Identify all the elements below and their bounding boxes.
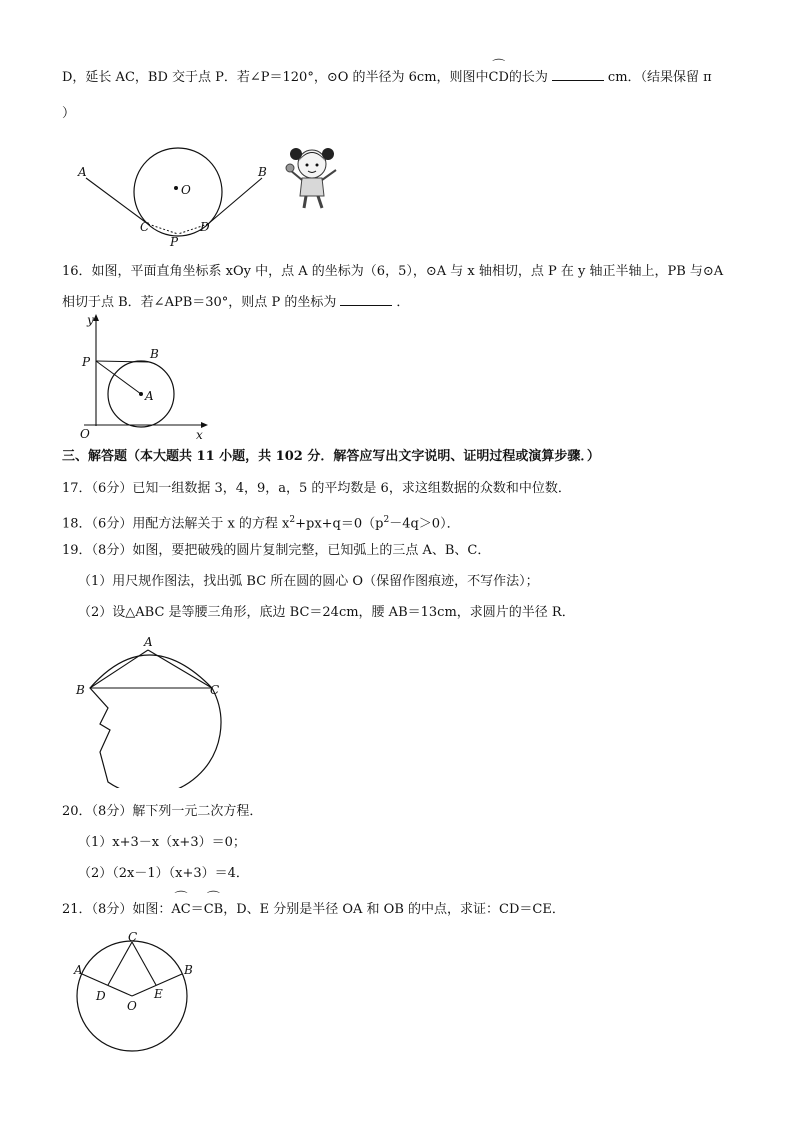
label-a: A bbox=[78, 165, 87, 179]
label-a: A bbox=[144, 635, 153, 649]
label-o: O bbox=[181, 183, 191, 197]
q16-line2: 相切于点 B．若∠APB＝30°，则点 P 的坐标为 ． bbox=[62, 295, 410, 310]
label-o: O bbox=[127, 999, 137, 1013]
label-b: B bbox=[76, 683, 85, 697]
q15-line1: D，延长 AC，BD 交于点 P．若∠P＝120°，⊙O 的半径为 6cm，则图中⌒ CD的长为 cm．（结果保留 π bbox=[62, 68, 712, 88]
label-c: C bbox=[210, 683, 220, 697]
label-p: P bbox=[82, 355, 91, 369]
q16-answer-blank[interactable] bbox=[340, 293, 392, 306]
label-c: C bbox=[128, 930, 138, 944]
arc-cd-label: ⌒ CD bbox=[489, 68, 509, 88]
q20-stem: 20．（8分）解下列一元二次方程． bbox=[62, 804, 263, 819]
q16-line1: 16．如图，平面直角坐标系 xOy 中，点 A 的坐标为（6，5），⊙A 与 x 轴相切，点 P 在 y 轴正半轴上，PB 与⊙A bbox=[62, 264, 724, 279]
cartoon-girl-illustration bbox=[284, 140, 344, 212]
label-a: A bbox=[74, 963, 83, 977]
q19-part2: （2）设△ABC 是等腰三角形，底边 BC＝24cm，腰 AB＝13cm，求圆片的半径 R． bbox=[78, 605, 575, 620]
arc-cb-label: ⌒ CB bbox=[204, 900, 224, 920]
q20-part1: （1）x+3－x（x+3）＝0； bbox=[78, 835, 246, 850]
q20-part2: （2）（2x－1）（x+3）＝4． bbox=[78, 866, 249, 881]
axis-y-label: y bbox=[87, 314, 94, 327]
origin-label: O bbox=[80, 427, 90, 440]
q19-stem: 19．（8分）如图，要把破残的圆片复制完整，已知弧上的三点 A、B、C． bbox=[62, 543, 491, 558]
label-b: B bbox=[184, 963, 193, 977]
q19-figure bbox=[70, 632, 230, 788]
q21-figure bbox=[70, 930, 200, 1070]
q15-answer-blank[interactable] bbox=[552, 68, 604, 81]
label-d: D bbox=[96, 989, 106, 1003]
q16-figure bbox=[74, 314, 214, 440]
label-c: C bbox=[140, 220, 150, 234]
section-3-heading: 三、解答题（本大题共 11 小题，共 102 分．解答应写出文字说明、证明过程或演算步骤．） bbox=[62, 449, 600, 464]
axis-x-label: x bbox=[196, 428, 203, 440]
label-d: D bbox=[200, 220, 210, 234]
label-a: A bbox=[145, 389, 154, 403]
label-p: P bbox=[170, 235, 179, 249]
q17-text: 17．（6分）已知一组数据 3，4，9，a，5 的平均数是 6，求这组数据的众数和中位数． bbox=[62, 481, 571, 496]
q18-text: 18．（6分）用配方法解关于 x 的方程 $x^2+px+q=0(p^2-4q>0)$． bbox=[62, 515, 460, 532]
q19-part1: （1）用尺规作图法，找出弧 BC 所在圆的圆心 O（保留作图痕迹，不写作法）； bbox=[78, 574, 539, 589]
q21-text: 21．（8分）如图：⌒ AC＝⌒ CB，D、E 分别是半径 OA 和 OB 的中点，求证：CD＝CE． bbox=[62, 900, 565, 920]
label-e: E bbox=[154, 987, 163, 1001]
arc-ac-label: ⌒ AC bbox=[171, 900, 190, 920]
q15-line2: ） bbox=[62, 106, 76, 121]
label-b: B bbox=[258, 165, 267, 179]
label-b: B bbox=[150, 347, 159, 361]
